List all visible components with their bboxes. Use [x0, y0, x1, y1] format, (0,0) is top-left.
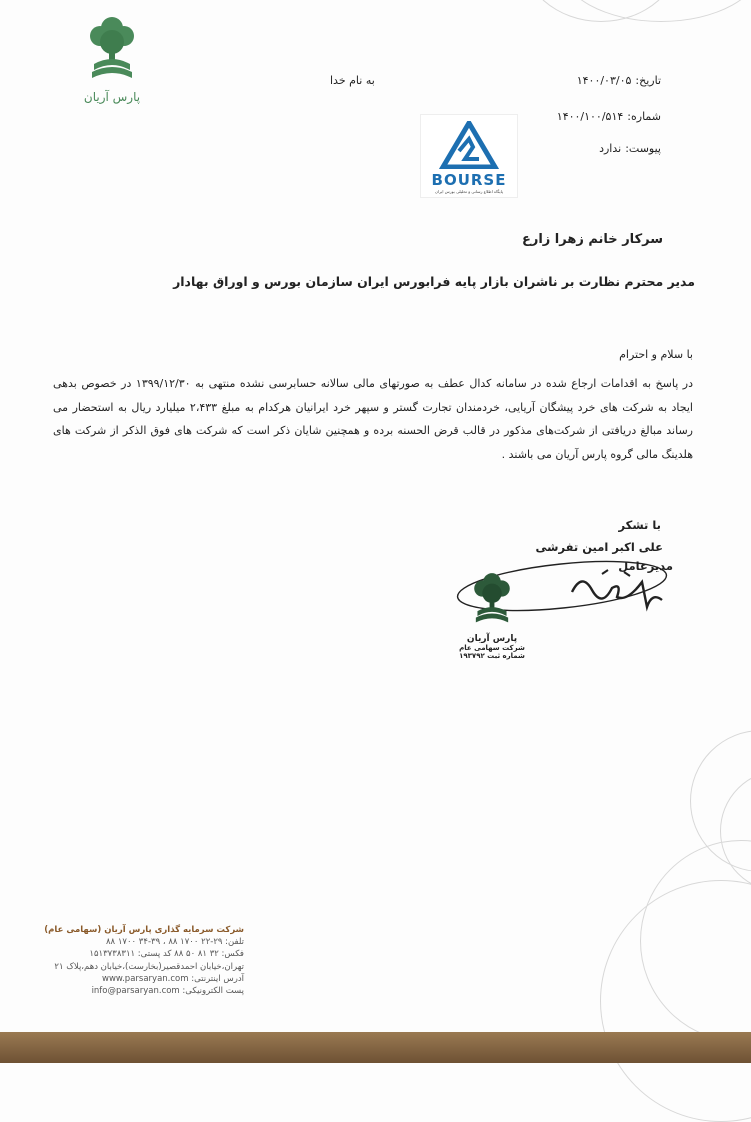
tree-stamp-icon: [471, 570, 513, 628]
footer-email[interactable]: info@parsaryan.com: [91, 986, 180, 997]
decorative-circle: [600, 880, 751, 1122]
stamp-type: شرکت سهامی عام: [459, 644, 525, 652]
subject-line: مدیر محترم نظارت بر ناشران بازار پایه فرابورس ایران سازمان بورس و اوراق بهادار: [173, 274, 695, 289]
footer-address: تهران،خیابان احمدقصیر(بخارست)،خیابان دهم،پلاک ۲۱: [54, 961, 244, 972]
footer-fax: فکس: ۳۲ ۸۱ ۵۰ ۸۸ کد پستی: ۱۵۱۳۷۳۸۳۱۱: [89, 949, 244, 960]
number-label: شماره:: [627, 110, 661, 123]
company-logo: [78, 14, 146, 104]
signer-title: مدیرعامل: [618, 559, 673, 573]
bourse-logo-subtitle: پایگاه اطلاع رسانی و تحلیلی بورس ایران: [435, 189, 503, 194]
footer-email-row: [24, 985, 244, 997]
footer-bar: [0, 1032, 751, 1063]
letter-attachment: [599, 142, 661, 155]
footer-website-label: آدرس اینترنتی:: [191, 973, 244, 984]
greeting: با سلام و احترام: [619, 348, 693, 361]
bourse-logo: [420, 114, 518, 198]
letter-number: [557, 110, 661, 123]
footer-company-name: شرکت سرمایه گذاری پارس آریان (سهامی عام): [44, 925, 244, 935]
tree-logo-icon: [86, 14, 138, 84]
signer-name: علی اکبر امین تفرشی: [535, 540, 663, 554]
footer-contact: [24, 924, 244, 997]
addressee: سرکار خانم زهرا زارع: [521, 232, 663, 247]
date-label: تاریخ:: [635, 74, 661, 87]
bourse-logo-word: BOURSE: [431, 171, 507, 189]
attachment-value: ندارد: [599, 142, 622, 155]
letter-date: [577, 74, 661, 87]
stamp-registration: شماره ثبت ۱۹۳۷۹۲: [459, 652, 525, 660]
date-value: ۱۴۰۰/۰۳/۰۵: [576, 74, 632, 87]
stamp-name: پارس آریان: [466, 634, 518, 644]
bourse-triangle-icon: [439, 121, 499, 169]
company-logo-label: پارس آریان: [83, 90, 141, 104]
closing: با تشکر: [618, 518, 661, 532]
letter-body: در پاسخ به اقدامات ارجاع شده در سامانه کدال عطف به صورتهای مالی سالانه حسابرسی نشده منتهی به ۱۳۹۹/۱۲/۳۰ در خصوص بدهی ایجاد به شرکت های خرد پیشگان آریایی، خردمندان تجارت گستر و سپهر خرد ایرانیان هرکدام به مبلغ ۲،۴۳۳ میلیارد ریال به استحضار می رساند مبالغ دریافتی از شرکت‌های مذکور در قالب قرض الحسنه برده و همچنین شایان ذکر است که شرکت های فوق الذکر از شرکت های هلدینگ مالی گروه پارس آریان می باشند .: [53, 377, 694, 461]
footer-website-row: [24, 973, 244, 985]
company-stamp: [452, 570, 532, 660]
footer-email-label: پست الکترونیکی:: [182, 986, 244, 997]
bismillah: به نام خدا: [330, 74, 375, 87]
number-value: ۱۴۰۰/۱۰۰/۵۱۴: [556, 110, 624, 123]
footer-phone: تلفن: ۲۹-۲۲ ۱۷۰۰ ۸۸ ، ۳۹-۳۴ ۱۷۰۰ ۸۸: [105, 937, 244, 948]
attachment-label: پیوست:: [625, 142, 661, 155]
footer-website[interactable]: www.parsaryan.com: [102, 973, 189, 984]
